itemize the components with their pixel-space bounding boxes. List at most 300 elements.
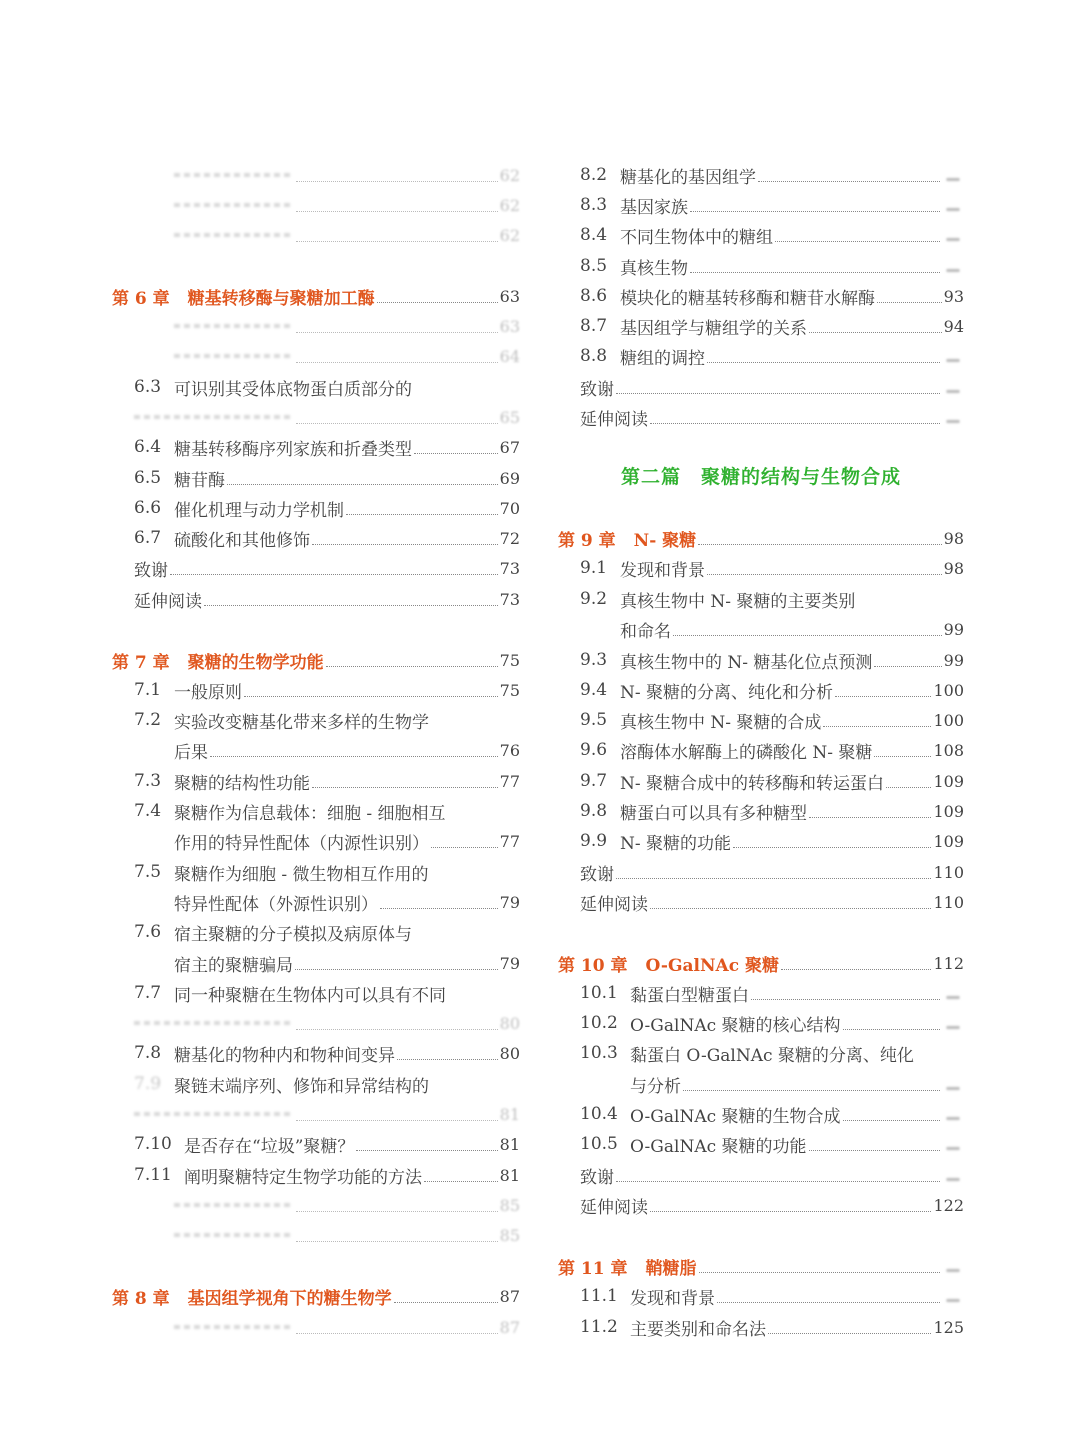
leader-dots bbox=[751, 999, 940, 1000]
entry-number: 6.7 bbox=[134, 528, 162, 548]
toc-entry[interactable] bbox=[112, 857, 520, 887]
leader-dots bbox=[296, 423, 498, 424]
toc-entry[interactable] bbox=[112, 493, 520, 523]
toc-entry[interactable] bbox=[558, 645, 964, 675]
toc-entry[interactable] bbox=[558, 523, 964, 553]
leader-dots bbox=[616, 1181, 940, 1182]
entry-number: 8.4 bbox=[580, 225, 608, 245]
entry-number: 6.4 bbox=[134, 437, 162, 457]
toc-entry[interactable] bbox=[558, 1160, 964, 1190]
entry-title: 溶酶体水解酶上的磷酸化 N- 聚糖 bbox=[620, 742, 873, 763]
entry-title: 作用的特异性配体（内源性识别） bbox=[174, 833, 429, 854]
entry-title: 糖基转移酶序列家族和折叠类型 bbox=[174, 439, 412, 460]
page-number: 81 bbox=[499, 1134, 520, 1154]
toc-entry[interactable] bbox=[112, 160, 520, 190]
leader-dots bbox=[296, 332, 498, 333]
entry-title: 催化机理与动力学机制 bbox=[174, 500, 344, 521]
toc-entry[interactable] bbox=[558, 1281, 964, 1311]
toc-entry[interactable] bbox=[558, 675, 964, 705]
leader-dots bbox=[843, 1120, 940, 1121]
toc-entry[interactable] bbox=[112, 1069, 520, 1099]
toc-entry[interactable] bbox=[112, 735, 520, 765]
toc-entry[interactable] bbox=[558, 553, 964, 583]
leader-dots bbox=[312, 544, 498, 545]
toc-entry[interactable] bbox=[112, 1129, 520, 1159]
toc-entry[interactable] bbox=[112, 826, 520, 856]
toc-entry[interactable] bbox=[112, 796, 520, 826]
page-number: 72 bbox=[499, 528, 520, 548]
entry-number: 7.9 bbox=[134, 1074, 162, 1094]
chapter-title: 糖基转移酶与聚糖加工酶 bbox=[187, 288, 375, 309]
leader-dots bbox=[414, 453, 498, 454]
toc-entry[interactable] bbox=[558, 766, 964, 796]
page-number: 75 bbox=[499, 650, 520, 670]
leader-dots bbox=[356, 1150, 497, 1151]
leader-dots bbox=[874, 666, 941, 667]
entry-number: 第 9 章 bbox=[558, 530, 616, 551]
entry-title: 宿主聚糖的分子模拟及病原体与 bbox=[174, 924, 412, 945]
entry-title bbox=[174, 324, 294, 328]
entry-title bbox=[134, 1112, 294, 1116]
page-number: 73 bbox=[499, 558, 520, 578]
entry-number: 7.11 bbox=[134, 1165, 172, 1185]
toc-entry[interactable] bbox=[112, 432, 520, 462]
leader-dots bbox=[326, 666, 498, 667]
toc-entry[interactable] bbox=[558, 857, 964, 887]
entry-number: 第 11 章 bbox=[558, 1258, 628, 1279]
page-number: 109 bbox=[933, 801, 964, 821]
page-number: 99 bbox=[943, 619, 964, 639]
page-number: 87 bbox=[499, 1317, 520, 1337]
entry-number: 11.1 bbox=[580, 1286, 618, 1306]
entry-title: 阐明聚糖特定生物学功能的方法 bbox=[184, 1167, 422, 1188]
leader-dots bbox=[874, 756, 931, 757]
page-number: 94 bbox=[943, 316, 964, 336]
entry-title bbox=[174, 173, 294, 177]
leader-dots bbox=[733, 847, 931, 848]
toc-entry[interactable] bbox=[558, 826, 964, 856]
page-number: 63 bbox=[499, 286, 520, 306]
entry-number: 第 8 章 bbox=[112, 1288, 170, 1309]
leader-dots bbox=[809, 817, 931, 818]
page-number: 67 bbox=[499, 437, 520, 457]
entry-number: 第 6 章 bbox=[112, 288, 170, 309]
entry-title: 实验改变糖基化带来多样的生物学 bbox=[174, 712, 429, 733]
page-number bbox=[942, 996, 964, 999]
entry-number: 6.3 bbox=[134, 377, 162, 397]
page-number bbox=[942, 1178, 964, 1181]
toc-entry[interactable] bbox=[112, 887, 520, 917]
leader-dots bbox=[377, 302, 498, 303]
page-number bbox=[942, 420, 964, 423]
page-number: 65 bbox=[499, 407, 520, 427]
entry-number: 第 10 章 bbox=[558, 955, 628, 976]
entry-number: 9.6 bbox=[580, 740, 608, 760]
entry-number: 10.2 bbox=[580, 1013, 618, 1033]
page-number: 73 bbox=[499, 589, 520, 609]
entry-title bbox=[174, 1325, 294, 1329]
leader-dots bbox=[835, 696, 931, 697]
leader-dots bbox=[296, 1120, 498, 1121]
page-number: 112 bbox=[933, 953, 964, 973]
toc-entry[interactable] bbox=[112, 766, 520, 796]
toc-entry[interactable] bbox=[558, 341, 964, 371]
entry-number: 9.3 bbox=[580, 650, 608, 670]
toc-entry[interactable] bbox=[112, 1099, 520, 1129]
page-number: 76 bbox=[499, 740, 520, 760]
leader-dots bbox=[397, 1059, 498, 1060]
entry-number: 7.7 bbox=[134, 983, 162, 1003]
toc-entry[interactable] bbox=[112, 645, 520, 675]
leader-dots bbox=[758, 181, 940, 182]
toc-entry[interactable] bbox=[112, 1160, 520, 1190]
page-number: 122 bbox=[933, 1195, 964, 1215]
leader-dots bbox=[296, 1333, 498, 1334]
entry-title: O-GalNAc 聚糖的功能 bbox=[630, 1136, 807, 1157]
toc-entry[interactable] bbox=[558, 978, 964, 1008]
entry-title: 致谢 bbox=[580, 379, 614, 400]
entry-number: 9.2 bbox=[580, 589, 608, 609]
page-number: 109 bbox=[933, 831, 964, 851]
entry-title: 延伸阅读 bbox=[134, 591, 202, 612]
toc-entry[interactable] bbox=[112, 978, 520, 1008]
page-number bbox=[942, 269, 964, 272]
page-number: 69 bbox=[499, 468, 520, 488]
entry-title: 糖基化的基因组学 bbox=[620, 167, 756, 188]
page-number: 110 bbox=[933, 892, 964, 912]
toc-entry[interactable] bbox=[112, 1038, 520, 1068]
leader-dots bbox=[616, 878, 931, 879]
entry-title: 延伸阅读 bbox=[580, 409, 648, 430]
page-number bbox=[942, 178, 964, 181]
leader-dots bbox=[650, 1211, 931, 1212]
page-number bbox=[942, 1147, 964, 1150]
page-number: 75 bbox=[499, 680, 520, 700]
toc-entry[interactable] bbox=[558, 735, 964, 765]
leader-dots bbox=[210, 756, 498, 757]
entry-number: 7.6 bbox=[134, 922, 162, 942]
leader-dots bbox=[312, 787, 498, 788]
entry-title: 不同生物体中的糖组 bbox=[620, 227, 773, 248]
toc-entry[interactable] bbox=[558, 584, 964, 614]
toc-entry[interactable] bbox=[558, 796, 964, 826]
leader-dots bbox=[204, 605, 498, 606]
entry-number: 6.6 bbox=[134, 498, 162, 518]
entry-number: 10.3 bbox=[580, 1043, 618, 1063]
entry-title: 是否存在“垃圾”聚糖？ bbox=[184, 1136, 355, 1157]
page-number: 62 bbox=[499, 195, 520, 215]
entry-number: 7.4 bbox=[134, 801, 162, 821]
toc-entry[interactable] bbox=[112, 402, 520, 432]
entry-title bbox=[174, 1203, 294, 1207]
page-number: 100 bbox=[933, 680, 964, 700]
toc-entry[interactable] bbox=[558, 1190, 964, 1220]
page-number: 64 bbox=[499, 346, 520, 366]
page-number bbox=[942, 1299, 964, 1302]
toc-entry[interactable] bbox=[112, 372, 520, 402]
entry-number: 11.2 bbox=[580, 1317, 618, 1337]
page-number: 85 bbox=[499, 1195, 520, 1215]
leader-dots bbox=[707, 574, 942, 575]
chapter-title: N- 聚糖 bbox=[633, 530, 697, 551]
leader-dots bbox=[295, 969, 498, 970]
page-number: 79 bbox=[499, 892, 520, 912]
toc-entry[interactable] bbox=[558, 1069, 964, 1099]
toc-entry[interactable] bbox=[112, 705, 520, 735]
toc-entry[interactable] bbox=[112, 311, 520, 341]
entry-title: 特异性配体（外源性识别） bbox=[174, 894, 378, 915]
leader-dots bbox=[296, 362, 498, 363]
chapter-title: O-GalNAc 聚糖 bbox=[645, 955, 779, 976]
page-number: 87 bbox=[499, 1286, 520, 1306]
page-number bbox=[942, 1117, 964, 1120]
page-number: 100 bbox=[933, 710, 964, 730]
entry-title: 糖基化的物种内和物种间变异 bbox=[174, 1045, 395, 1066]
leader-dots bbox=[170, 574, 498, 575]
toc-entry[interactable] bbox=[112, 523, 520, 553]
toc-entry[interactable] bbox=[112, 948, 520, 978]
entry-title: N- 聚糖的功能 bbox=[620, 833, 732, 854]
entry-number: 第 7 章 bbox=[112, 652, 170, 673]
chapter-title: 基因组学视角下的糖生物学 bbox=[187, 1288, 392, 1309]
page-number: 79 bbox=[499, 953, 520, 973]
page-number: 85 bbox=[499, 1225, 520, 1245]
page-number: 81 bbox=[499, 1165, 520, 1185]
entry-number: 10.4 bbox=[580, 1104, 618, 1124]
entry-title bbox=[134, 415, 294, 419]
toc-entry[interactable] bbox=[112, 1190, 520, 1220]
page-number: 62 bbox=[499, 165, 520, 185]
entry-title: 糖组的调控 bbox=[620, 348, 705, 369]
entry-title: 黏蛋白 O-GalNAc 聚糖的分离、纯化 bbox=[630, 1045, 914, 1066]
toc-entry[interactable] bbox=[112, 1281, 520, 1311]
page-number: 77 bbox=[499, 831, 520, 851]
leader-dots bbox=[823, 726, 931, 727]
leader-dots bbox=[244, 696, 498, 697]
leader-dots bbox=[683, 1090, 940, 1091]
leader-dots bbox=[296, 211, 498, 212]
entry-title: 黏蛋白型糖蛋白 bbox=[630, 985, 749, 1006]
entry-title: 聚糖的结构性功能 bbox=[174, 773, 310, 794]
entry-title: 致谢 bbox=[580, 864, 614, 885]
toc-entry[interactable] bbox=[558, 1251, 964, 1281]
entry-title: 主要类别和命名法 bbox=[630, 1319, 766, 1340]
chapter-title: 聚糖的生物学功能 bbox=[187, 652, 324, 673]
toc-entry[interactable] bbox=[112, 1312, 520, 1342]
entry-title: N- 聚糖的分离、纯化和分析 bbox=[620, 682, 834, 703]
toc-entry[interactable] bbox=[112, 1008, 520, 1038]
toc-entry[interactable] bbox=[558, 887, 964, 917]
toc-entry[interactable] bbox=[558, 220, 964, 250]
entry-number: 9.8 bbox=[580, 801, 608, 821]
entry-title bbox=[174, 1233, 294, 1237]
leader-dots bbox=[877, 302, 942, 303]
entry-number: 7.10 bbox=[134, 1134, 172, 1154]
entry-title bbox=[174, 354, 294, 358]
entry-title: 延伸阅读 bbox=[580, 1197, 648, 1218]
page-number: 98 bbox=[943, 558, 964, 578]
page-number: 80 bbox=[499, 1013, 520, 1033]
entry-title: O-GalNAc 聚糖的生物合成 bbox=[630, 1106, 841, 1127]
leader-dots bbox=[690, 211, 940, 212]
leader-dots bbox=[809, 1150, 940, 1151]
toc-entry[interactable] bbox=[558, 311, 964, 341]
page-number: 110 bbox=[933, 862, 964, 882]
leader-dots bbox=[346, 514, 498, 515]
entry-title: 可识别其受体底物蛋白质部分的 bbox=[174, 379, 412, 400]
entry-number: 10.5 bbox=[580, 1134, 618, 1154]
leader-dots bbox=[296, 181, 498, 182]
toc-entry[interactable] bbox=[558, 1008, 964, 1038]
leader-dots bbox=[650, 908, 931, 909]
entry-title: 后果 bbox=[174, 742, 208, 763]
leader-dots bbox=[673, 635, 942, 636]
page-number: 62 bbox=[499, 225, 520, 245]
toc-entry[interactable] bbox=[112, 675, 520, 705]
page-number bbox=[942, 390, 964, 393]
toc-entry[interactable] bbox=[112, 220, 520, 250]
leader-dots bbox=[707, 362, 940, 363]
chapter-title: 鞘糖脂 bbox=[645, 1258, 697, 1279]
entry-number: 7.8 bbox=[134, 1043, 162, 1063]
entry-title bbox=[134, 1021, 294, 1025]
entry-title: 硫酸化和其他修饰 bbox=[174, 530, 310, 551]
entry-number: 6.5 bbox=[134, 468, 162, 488]
leader-dots bbox=[296, 1241, 498, 1242]
page-number: 81 bbox=[499, 1104, 520, 1124]
entry-number: 9.9 bbox=[580, 831, 608, 851]
page-number: 99 bbox=[943, 650, 964, 670]
entry-title: 发现和背景 bbox=[620, 560, 705, 581]
entry-title: 发现和背景 bbox=[630, 1288, 715, 1309]
toc-entry[interactable] bbox=[558, 1099, 964, 1129]
leader-dots bbox=[296, 241, 498, 242]
entry-number: 7.1 bbox=[134, 680, 162, 700]
entry-title: N- 聚糖合成中的转移酶和转运蛋白 bbox=[620, 773, 885, 794]
toc-entry[interactable] bbox=[112, 553, 520, 583]
page-number bbox=[942, 1026, 964, 1029]
entry-title: 糖蛋白可以具有多种糖型 bbox=[620, 803, 807, 824]
leader-dots bbox=[781, 969, 931, 970]
entry-title: 聚糖作为信息载体：细胞 - 细胞相互 bbox=[174, 803, 446, 824]
entry-title: 同一种聚糖在生物体内可以具有不同 bbox=[174, 985, 446, 1006]
entry-number: 9.4 bbox=[580, 680, 608, 700]
toc-entry[interactable] bbox=[558, 251, 964, 281]
entry-number: 7.2 bbox=[134, 710, 162, 730]
entry-title bbox=[174, 203, 294, 207]
page-number: 93 bbox=[943, 286, 964, 306]
entry-number: 7.3 bbox=[134, 771, 162, 791]
page-number bbox=[942, 359, 964, 362]
entry-number: 8.5 bbox=[580, 256, 608, 276]
entry-title: 真核生物中的 N- 糖基化位点预测 bbox=[620, 652, 873, 673]
entry-title: 聚链末端序列、修饰和异常结构的 bbox=[174, 1076, 429, 1097]
leader-dots bbox=[843, 1029, 940, 1030]
toc-entry[interactable] bbox=[558, 948, 964, 978]
entry-title: 宿主的聚糖骗局 bbox=[174, 955, 293, 976]
toc-entry[interactable] bbox=[112, 190, 520, 220]
toc-entry[interactable] bbox=[558, 402, 964, 432]
leader-dots bbox=[296, 1029, 498, 1030]
entry-number: 10.1 bbox=[580, 983, 618, 1003]
entry-number: 9.1 bbox=[580, 558, 608, 578]
leader-dots bbox=[424, 1181, 498, 1182]
leader-dots bbox=[717, 1302, 940, 1303]
entry-title: 一般原则 bbox=[174, 682, 242, 703]
leader-dots bbox=[886, 787, 931, 788]
entry-number: 7.5 bbox=[134, 862, 162, 882]
page-number: 77 bbox=[499, 771, 520, 791]
entry-title: 致谢 bbox=[580, 1167, 614, 1188]
toc-entry[interactable] bbox=[558, 160, 964, 190]
toc-entry[interactable] bbox=[558, 1312, 964, 1342]
toc-entry[interactable] bbox=[558, 1129, 964, 1159]
leader-dots bbox=[227, 484, 498, 485]
entry-title: 真核生物中 N- 聚糖的主要类别 bbox=[620, 591, 856, 612]
entry-title: 聚糖作为细胞 - 微生物相互作用的 bbox=[174, 864, 429, 885]
entry-title: 延伸阅读 bbox=[580, 894, 648, 915]
entry-title bbox=[174, 233, 294, 237]
entry-title: 真核生物 bbox=[620, 258, 688, 279]
entry-number: 8.7 bbox=[580, 316, 608, 336]
leader-dots bbox=[380, 908, 498, 909]
leader-dots bbox=[775, 241, 940, 242]
leader-dots bbox=[650, 423, 940, 424]
page-number bbox=[942, 1269, 964, 1272]
toc-entry[interactable] bbox=[558, 705, 964, 735]
entry-number: 9.5 bbox=[580, 710, 608, 730]
leader-dots bbox=[616, 393, 940, 394]
leader-dots bbox=[699, 1272, 941, 1273]
entry-title: 基因组学与糖组学的关系 bbox=[620, 318, 807, 339]
toc-entry[interactable] bbox=[112, 1220, 520, 1250]
entry-number: 8.8 bbox=[580, 346, 608, 366]
toc-entry[interactable] bbox=[112, 281, 520, 311]
toc-entry[interactable] bbox=[558, 614, 964, 644]
toc-entry[interactable] bbox=[112, 341, 520, 371]
toc-entry[interactable] bbox=[558, 190, 964, 220]
leader-dots bbox=[698, 544, 941, 545]
toc-entry[interactable] bbox=[112, 463, 520, 493]
toc-entry[interactable] bbox=[558, 1038, 964, 1068]
toc-entry[interactable] bbox=[112, 584, 520, 614]
page-number: 125 bbox=[933, 1317, 964, 1337]
leader-dots bbox=[431, 847, 498, 848]
page-number: 98 bbox=[943, 528, 964, 548]
entry-title: 基因家族 bbox=[620, 197, 688, 218]
page-number: 108 bbox=[933, 740, 964, 760]
entry-number: 8.3 bbox=[580, 195, 608, 215]
page-number: 63 bbox=[499, 316, 520, 336]
page-number: 109 bbox=[933, 771, 964, 791]
entry-number: 8.2 bbox=[580, 165, 608, 185]
toc-entry[interactable] bbox=[558, 372, 964, 402]
part-title: 第二篇 聚糖的结构与生物合成 bbox=[620, 466, 901, 488]
leader-dots bbox=[690, 272, 940, 273]
entry-title: 糖苷酶 bbox=[174, 470, 225, 491]
entry-number: 8.6 bbox=[580, 286, 608, 306]
toc-entry[interactable] bbox=[112, 917, 520, 947]
page-number bbox=[942, 1087, 964, 1090]
entry-title: 和命名 bbox=[620, 621, 671, 642]
entry-title: 真核生物中 N- 聚糖的合成 bbox=[620, 712, 822, 733]
entry-title: 致谢 bbox=[134, 560, 168, 581]
entry-title: 与分析 bbox=[630, 1076, 681, 1097]
page-number bbox=[942, 208, 964, 211]
entry-title: 模块化的糖基转移酶和糖苷水解酶 bbox=[620, 288, 875, 309]
leader-dots bbox=[768, 1333, 931, 1334]
toc-entry[interactable] bbox=[558, 281, 964, 311]
